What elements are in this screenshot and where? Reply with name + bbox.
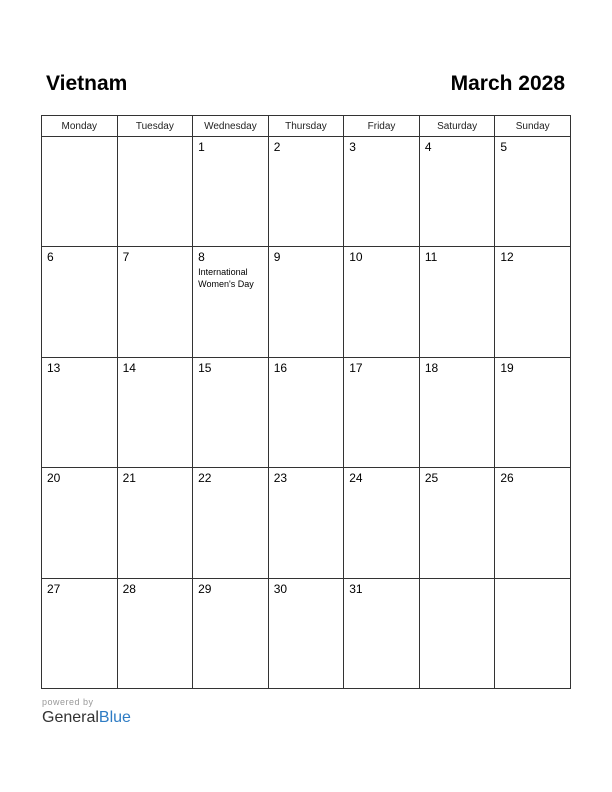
day-cell (419, 468, 495, 578)
footer-logo (42, 697, 131, 728)
day-cell (419, 137, 495, 247)
day-cell (117, 357, 193, 467)
day-number: 9 (273, 250, 281, 265)
day-number: 26 (500, 471, 514, 486)
day-number: 27 (47, 581, 61, 596)
day-cell (42, 247, 118, 357)
day-cell (117, 468, 193, 578)
day-cell (419, 247, 495, 357)
weekday-header: Tuesday (117, 116, 193, 137)
day-number (118, 137, 193, 141)
weekday-header-row (42, 116, 571, 137)
brand-general-text: General (42, 709, 99, 726)
day-cell (117, 578, 193, 688)
week-row (42, 247, 571, 357)
day-number: 25 (424, 471, 439, 486)
day-cell (42, 357, 118, 467)
day-cell (419, 578, 495, 688)
day-number: 7 (122, 250, 130, 265)
day-cell (117, 137, 193, 247)
day-number: 4 (424, 140, 432, 154)
weekday-header: Sunday (495, 116, 571, 137)
week-row (42, 578, 571, 688)
powered-by-text: powered by (42, 697, 94, 707)
day-number: 18 (424, 360, 439, 375)
day-number: 17 (349, 360, 363, 375)
day-cell (117, 247, 193, 357)
day-cell (193, 578, 269, 688)
day-cell (42, 468, 118, 578)
day-cell (344, 578, 420, 688)
day-number: 30 (273, 581, 288, 596)
day-cell (193, 247, 269, 357)
day-number (495, 579, 570, 583)
day-number: 28 (122, 581, 136, 596)
day-cell (268, 137, 344, 247)
weekday-header: Saturday (419, 116, 495, 137)
day-cell (193, 468, 269, 578)
day-number: 12 (500, 250, 514, 265)
day-number: 20 (47, 471, 61, 486)
day-cell (495, 247, 571, 357)
weekday-header: Wednesday (193, 116, 269, 137)
day-cell (268, 357, 344, 467)
day-number (420, 579, 495, 583)
day-number: 14 (122, 360, 136, 375)
day-cell (344, 468, 420, 578)
day-cell (42, 578, 118, 688)
day-cell (193, 137, 269, 247)
brand-blue-text: Blue (98, 709, 131, 726)
day-number: 11 (424, 250, 438, 265)
weekday-header: Monday (42, 116, 118, 137)
day-cell (193, 357, 269, 467)
weekday-header: Thursday (268, 116, 344, 137)
day-cell (268, 468, 344, 578)
day-number: 29 (198, 581, 212, 596)
day-cell (268, 578, 344, 688)
day-number: 24 (349, 471, 363, 486)
day-number: 15 (198, 360, 212, 375)
day-number (42, 137, 117, 141)
day-number: 3 (349, 140, 356, 154)
country-title: Vietnam (46, 72, 128, 95)
week-row (42, 137, 571, 247)
day-number: 13 (47, 360, 61, 375)
day-number: 23 (273, 471, 288, 486)
day-cell (495, 357, 571, 467)
day-cell (495, 578, 571, 688)
holiday-label: International Women's Day (198, 267, 254, 290)
day-number: 22 (198, 471, 212, 486)
day-cell (268, 247, 344, 357)
day-cell (344, 357, 420, 467)
day-number: 21 (122, 471, 136, 486)
week-row (42, 468, 571, 578)
day-cell (495, 468, 571, 578)
month-year-title: March 2028 (450, 72, 565, 95)
day-number: 8 (198, 250, 205, 265)
day-number: 2 (273, 140, 281, 154)
weekday-header: Friday (344, 116, 420, 137)
day-number: 19 (500, 360, 514, 375)
day-cell (42, 137, 118, 247)
brand-logo (42, 708, 131, 728)
day-number: 1 (198, 140, 205, 154)
day-cell (495, 137, 571, 247)
week-row (42, 357, 571, 467)
day-number: 31 (349, 581, 363, 596)
day-number: 6 (47, 250, 54, 265)
day-cell (344, 137, 420, 247)
day-number: 5 (500, 140, 508, 154)
day-number: 16 (273, 360, 288, 375)
day-cell (344, 247, 420, 357)
calendar-grid (41, 115, 571, 689)
day-cell (419, 357, 495, 467)
day-number: 10 (349, 250, 363, 265)
